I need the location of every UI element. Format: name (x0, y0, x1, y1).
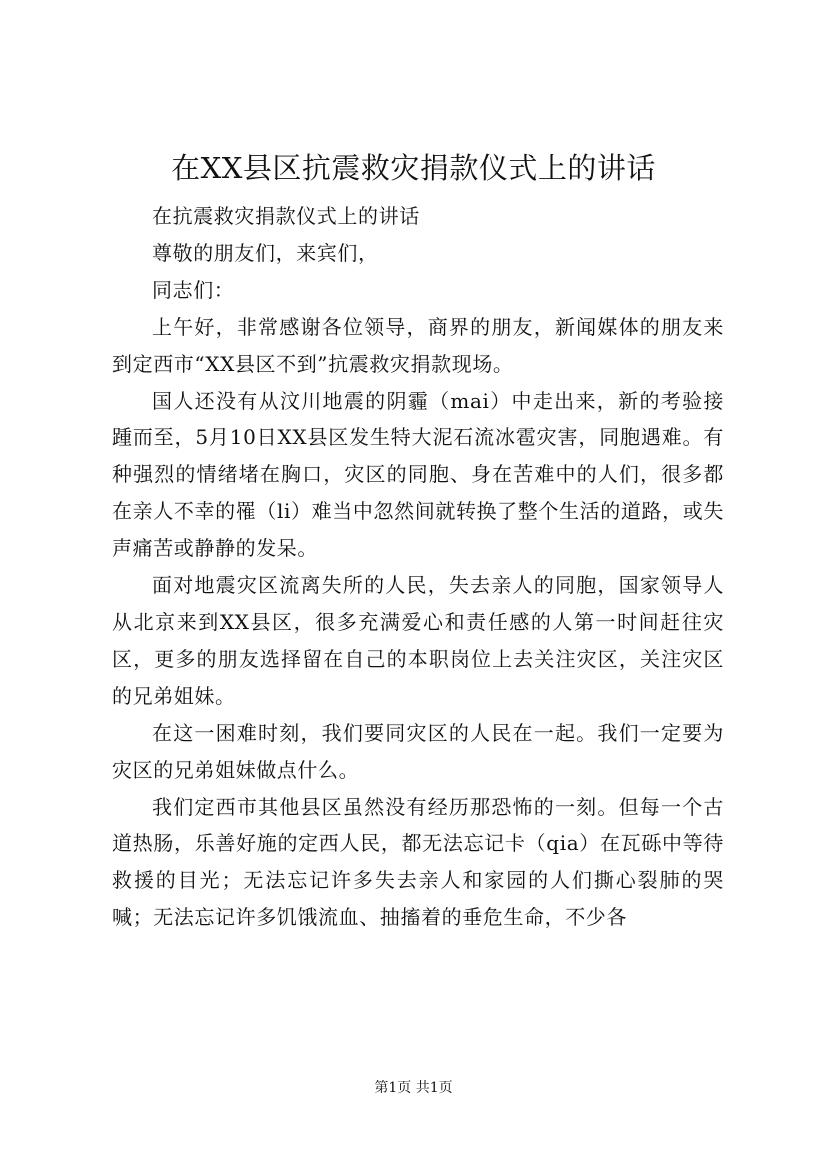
paragraph-salutation-comrades: 同志们： (152, 277, 235, 302)
document-body (112, 198, 724, 936)
paragraph-greeting: 上午好，非常感谢各位领导，商界的朋友，新闻媒体的朋友来到定西市“XX县区不到”抗震救灾捐款现场。 (112, 314, 724, 376)
document-title: 在XX县区抗震救灾捐款仪式上的讲话 (171, 151, 656, 185)
paragraph-solidarity: 在这一困难时刻，我们要同灾区的人民在一起。我们一定要为灾区的兄弟姐妹做点什么。 (112, 720, 724, 782)
paragraph-salutation: 尊敬的朋友们，来宾们， (152, 240, 379, 265)
paragraph-response: 面对地震灾区流离失所的人民，失去亲人的同胞，国家领导人从北京来到XX县区，很多充满爱心和责任感的人第一时间赶往灾区，更多的朋友选择留在自己的本职岗位上去关注灾区，关注灾区的兄弟姐妹。 (112, 573, 724, 708)
paragraph-memory: 我们定西市其他县区虽然没有经历那恐怖的一刻。但每一个古道热肠，乐善好施的定西人民，都无法忘记卡（qia）在瓦砾中等待救援的目光；无法忘记许多失去亲人和家园的人们撕心裂肺的哭喊；无法忘记许多饥饿流血、抽搐着的垂危生命，不少各 (112, 794, 724, 930)
paragraph-subtitle: 在抗震救灾捐款仪式上的讲话 (152, 204, 420, 228)
page-footer: 第1页 共1页 (374, 1080, 453, 1096)
paragraph-disaster: 国人还没有从汶川地震的阴霾（mai）中走出来，新的考验接踵而至，5月10日XX县区发生特大泥石流冰雹灾害，同胞遇难。有种强烈的情绪堵在胸口，灾区的同胞、身在苦难中的人们，很多都在亲人不幸的罹（li）难当中忽然间就转换了整个生活的道路，或失声痛苦或静静的发呆。 (112, 388, 724, 561)
